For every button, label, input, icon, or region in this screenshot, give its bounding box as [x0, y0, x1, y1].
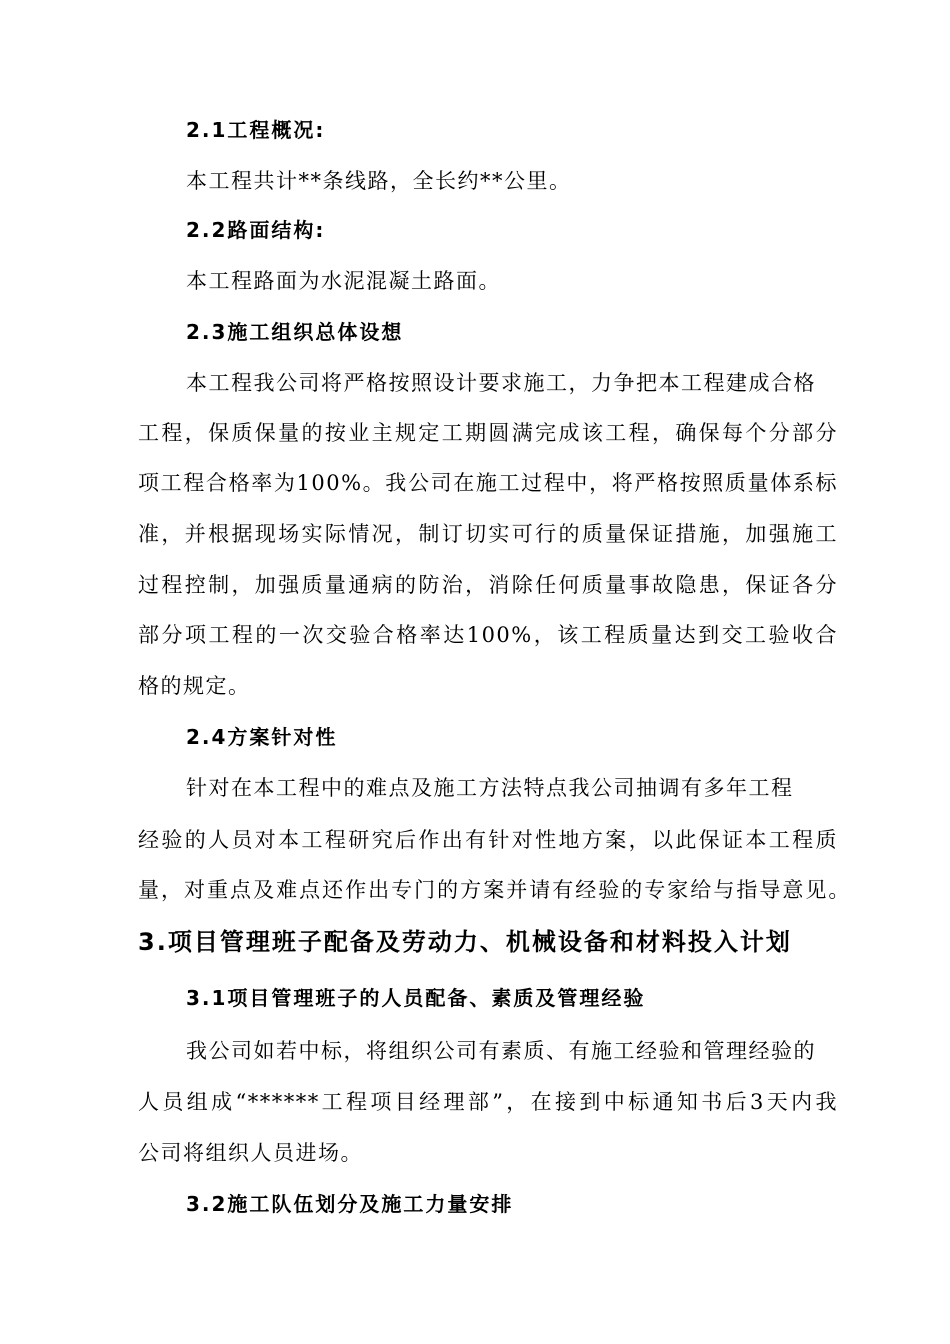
paragraph-line: 准，并根据现场实际情况，制订切实可行的质量保证措施，加强施工 [138, 522, 838, 546]
section-heading-2-2: 2.2路面结构: [186, 218, 326, 242]
paragraph-line: 我公司如若中标，将组织公司有素质、有施工经验和管理经验的 [186, 1039, 816, 1063]
paragraph-line: 本工程共计**条线路，全长约**公里。 [186, 169, 572, 193]
section-heading-3: 3.项目管理班子配备及劳动力、机械设备和材料投入计划 [138, 928, 792, 956]
paragraph-line: 本工程路面为水泥混凝土路面。 [186, 269, 501, 293]
paragraph-line: 项工程合格率为100%。我公司在施工过程中，将严格按照质量体系标 [138, 471, 838, 495]
paragraph-line: 经验的人员对本工程研究后作出有针对性地方案，以此保证本工程质 [138, 828, 838, 852]
paragraph-line: 本工程我公司将严格按照设计要求施工，力争把本工程建成合格 [186, 371, 816, 395]
paragraph-line: 过程控制，加强质量通病的防治，消除任何质量事故隐患，保证各分 [138, 573, 838, 597]
paragraph-line: 工程，保质保量的按业主规定工期圆满完成该工程，确保每个分部分 [138, 421, 838, 445]
paragraph-line: 量，对重点及难点还作出专门的方案并请有经验的专家给与指导意见。 [138, 878, 850, 902]
paragraph-line: 格的规定。 [138, 674, 251, 698]
paragraph-line: 针对在本工程中的难点及施工方法特点我公司抽调有多年工程 [186, 776, 794, 800]
section-heading-3-1: 3.1项目管理班子的人员配备、素质及管理经验 [186, 986, 646, 1010]
section-heading-2-3: 2.3施工组织总体设想 [186, 320, 404, 344]
section-heading-3-2: 3.2施工队伍划分及施工力量安排 [186, 1192, 514, 1216]
section-heading-2-4: 2.4方案针对性 [186, 725, 338, 749]
paragraph-line: 人员组成“******工程项目经理部”，在接到中标通知书后3天内我 [138, 1090, 838, 1114]
paragraph-line: 部分项工程的一次交验合格率达100%，该工程质量达到交工验收合 [138, 623, 838, 647]
section-heading-2-1: 2.1工程概况: [186, 118, 326, 142]
paragraph-line: 公司将组织人员进场。 [138, 1141, 363, 1165]
